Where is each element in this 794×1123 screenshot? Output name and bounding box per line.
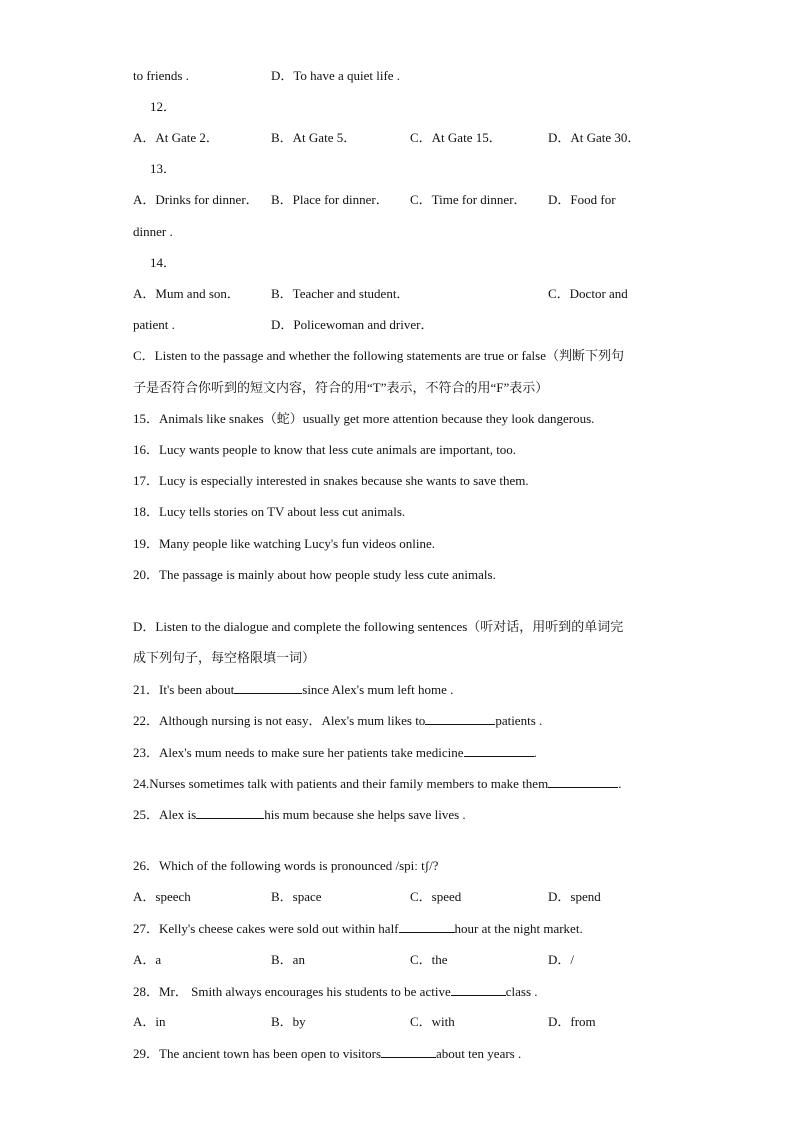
- q28-text-before: 28．Mr． Smith always encourages his students to be active: [133, 984, 451, 999]
- q13-option-b: B．Place for dinner．: [271, 192, 389, 207]
- q24-answer-blank[interactable]: [548, 775, 618, 788]
- q22-sentence: [133, 712, 542, 729]
- q13-option-d: D．Food for: [548, 192, 616, 207]
- q29-text-after: about ten years .: [436, 1046, 522, 1061]
- q12-option-d: D．At Gate 30．: [548, 130, 641, 145]
- q29-text-before: 29．The ancient town has been open to visitors: [133, 1046, 382, 1061]
- q27-option-b: B．an: [271, 952, 305, 967]
- q12-number: 12．: [150, 99, 177, 114]
- q23-answer-blank[interactable]: [464, 744, 534, 757]
- q12-option-b: B．At Gate 5．: [271, 130, 357, 145]
- q22-answer-blank[interactable]: [425, 712, 495, 725]
- q11-option-d: D．To have a quiet life .: [271, 68, 401, 83]
- q24-sentence: [133, 775, 621, 792]
- q12-option-a: A．At Gate 2．: [133, 130, 219, 145]
- q20-statement: 20．The passage is mainly about how people study less cute animals.: [133, 567, 496, 582]
- q16-statement: 16．Lucy wants people to know that less cute animals are important, too.: [133, 442, 517, 457]
- q28-question: [133, 983, 538, 1000]
- q23-text-after: .: [533, 745, 537, 760]
- q14-option-c: C．Doctor and: [548, 286, 628, 301]
- q26-option-a: A．speech: [133, 889, 191, 904]
- section-d-instructions-cont: 成下列句子，每空格限填一词）: [133, 650, 316, 665]
- q14-option-d: D．Policewoman and driver．: [271, 317, 434, 332]
- q29-question: [133, 1045, 521, 1062]
- q26-option-d: D．spend: [548, 889, 601, 904]
- q25-text-after: his mum because she helps save lives .: [264, 807, 466, 822]
- q27-option-c: C．the: [410, 952, 448, 967]
- q13-option-d-cont: dinner .: [133, 224, 173, 239]
- q25-sentence: [133, 806, 466, 823]
- q24-text-before: 24.Nurses sometimes talk with patients and their family members to make them: [133, 776, 549, 791]
- q26-question: 26．Which of the following words is pronounced /spiː tʃ/?: [133, 858, 439, 873]
- q14-number: 14．: [150, 255, 177, 270]
- q11-option-c-cont: to friends .: [133, 68, 189, 83]
- q14-option-a: A．Mum and son．: [133, 286, 240, 301]
- q26-option-c: C．speed: [410, 889, 462, 904]
- q14-option-c-cont: patient .: [133, 317, 175, 332]
- q18-statement: 18．Lucy tells stories on TV about less cut animals.: [133, 504, 406, 519]
- q22-text-after: patients .: [495, 713, 543, 728]
- q15-statement: 15．Animals like snakes（蛇）usually get more attention because they look dangerous.: [133, 411, 595, 426]
- q27-answer-blank[interactable]: [399, 920, 455, 933]
- q12-option-c: C．At Gate 15．: [410, 130, 502, 145]
- section-c-instructions-cont: 子是否符合你听到的短文内容，符合的用“T”表示，不符合的用“F”表示）: [133, 380, 549, 395]
- q13-number: 13．: [150, 161, 177, 176]
- section-d-instructions: D．Listen to the dialogue and complete the following sentences（听对话，用听到的单词完: [133, 619, 624, 634]
- q17-statement: 17．Lucy is especially interested in snakes because she wants to save them.: [133, 473, 529, 488]
- q21-answer-blank[interactable]: [234, 681, 302, 694]
- q26-option-b: B．space: [271, 889, 322, 904]
- q28-option-d: D．from: [548, 1014, 596, 1029]
- q24-text-after: .: [618, 776, 622, 791]
- q21-text-after: since Alex's mum left home .: [302, 682, 454, 697]
- q14-option-b: B．Teacher and student．: [271, 286, 410, 301]
- q27-option-d: D．/: [548, 952, 575, 967]
- q28-text-after: class .: [505, 984, 538, 999]
- q27-text-after: hour at the night market.: [454, 921, 583, 936]
- section-c-instructions: C．Listen to the passage and whether the following statements are true or false（判断下列句: [133, 348, 624, 363]
- q28-answer-blank[interactable]: [451, 983, 506, 996]
- q27-text-before: 27．Kelly's cheese cakes were sold out within half: [133, 921, 399, 936]
- q28-option-c: C．with: [410, 1014, 455, 1029]
- q23-text-before: 23．Alex's mum needs to make sure her patients take medicine: [133, 745, 464, 760]
- q13-option-c: C．Time for dinner．: [410, 192, 527, 207]
- q29-answer-blank[interactable]: [381, 1045, 436, 1058]
- q22-text-before: 22．Although nursing is not easy．Alex's mum likes to: [133, 713, 426, 728]
- q19-statement: 19．Many people like watching Lucy's fun videos online.: [133, 536, 436, 551]
- q13-option-a: A．Drinks for dinner．: [133, 192, 259, 207]
- q25-text-before: 25．Alex is: [133, 807, 197, 822]
- q28-option-b: B．by: [271, 1014, 306, 1029]
- q21-sentence: [133, 681, 453, 698]
- q25-answer-blank[interactable]: [196, 806, 264, 819]
- q27-question: [133, 920, 583, 937]
- q23-sentence: [133, 744, 537, 761]
- q21-text-before: 21．It's been about: [133, 682, 235, 697]
- q27-option-a: A．a: [133, 952, 162, 967]
- q28-option-a: A．in: [133, 1014, 166, 1029]
